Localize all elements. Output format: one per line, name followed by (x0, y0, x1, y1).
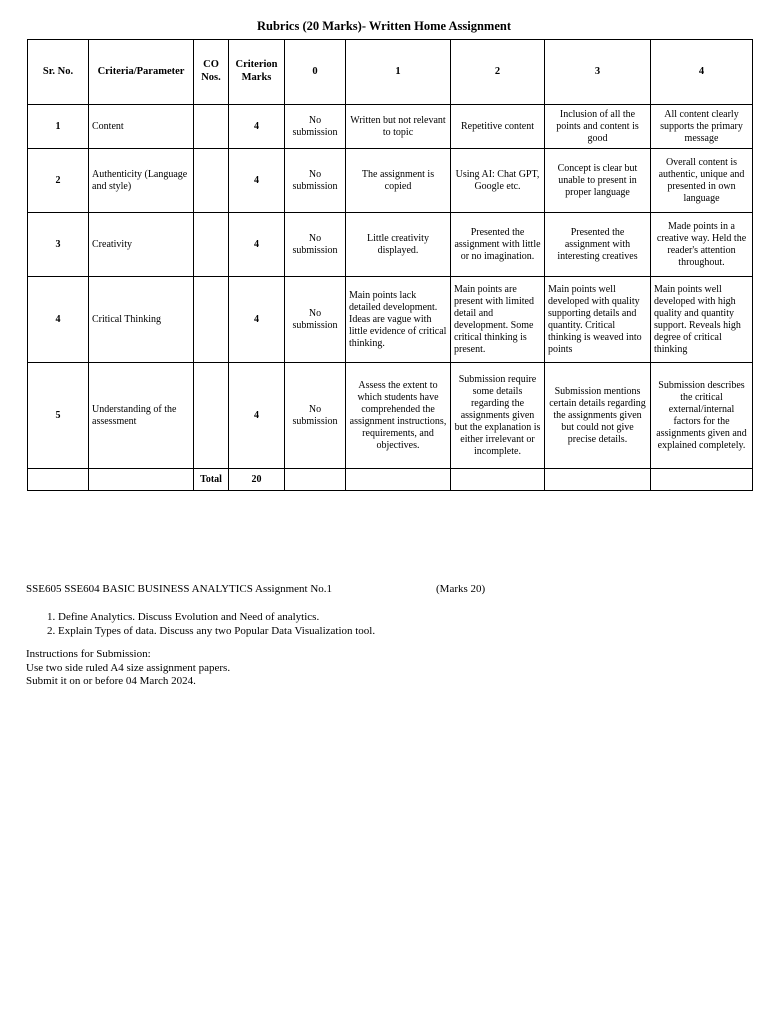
co-cell (194, 149, 229, 213)
score-3-cell: Concept is clear but unable to present in proper language (545, 149, 651, 213)
score-0-cell: No submission (285, 149, 346, 213)
empty-cell (545, 469, 651, 491)
sr-no-cell: 1 (28, 105, 89, 149)
assignment-section (26, 583, 746, 689)
empty-cell (285, 469, 346, 491)
score-1-cell: Little creativity displayed. (346, 213, 451, 277)
score-0-cell: No submission (285, 363, 346, 469)
header-score-0: 0 (285, 40, 346, 105)
score-0-cell: No submission (285, 105, 346, 149)
table-row (28, 149, 753, 213)
total-row (28, 469, 753, 491)
criteria-cell: Understanding of the assessment (89, 363, 194, 469)
criteria-cell: Creativity (89, 213, 194, 277)
sr-no-cell: 5 (28, 363, 89, 469)
table-row (28, 277, 753, 363)
criteria-cell: Content (89, 105, 194, 149)
header-score-3: 3 (545, 40, 651, 105)
header-sr-no: Sr. No. (28, 40, 89, 105)
empty-cell (651, 469, 753, 491)
table-row (28, 363, 753, 469)
score-2-cell: Presented the assignment with little or no imagination. (451, 213, 545, 277)
assignment-heading: SSE605 SSE604 BASIC BUSINESS ANALYTICS Assignment No.1 (26, 583, 333, 595)
co-cell (194, 213, 229, 277)
co-cell (194, 105, 229, 149)
page-title: Rubrics (20 Marks)- Written Home Assignment (256, 19, 512, 33)
header-score-1: 1 (346, 40, 451, 105)
instruction-line: Use two side ruled A4 size assignment papers. (26, 661, 231, 674)
rubric-table (27, 39, 753, 491)
marks-cell: 4 (229, 363, 285, 469)
marks-cell: 4 (229, 105, 285, 149)
score-2-cell: Repetitive content (451, 105, 545, 149)
score-2-cell: Submission require some details regarding the assignments given but the explanation is either irrelevant or incomplete. (451, 363, 545, 469)
score-4-cell: All content clearly supports the primary message (651, 105, 753, 149)
score-0-cell: No submission (285, 277, 346, 363)
marks-cell: 4 (229, 213, 285, 277)
marks-cell: 4 (229, 149, 285, 213)
score-1-cell: Main points lack detailed development. Ideas are vague with little evidence of critical thinking. (346, 277, 451, 363)
score-1-cell: Written but not relevant to topic (346, 105, 451, 149)
header-co-nos: CO Nos. (194, 40, 229, 105)
empty-cell (89, 469, 194, 491)
header-criterion-marks: Criterion Marks (229, 40, 285, 105)
score-3-cell: Presented the assignment with interesting creatives (545, 213, 651, 277)
total-value: 20 (229, 469, 285, 491)
co-cell (194, 363, 229, 469)
score-4-cell: Submission describes the critical external/internal factors for the assignments given and explained completely. (651, 363, 753, 469)
score-2-cell: Using AI: Chat GPT, Google etc. (451, 149, 545, 213)
empty-cell (28, 469, 89, 491)
score-4-cell: Made points in a creative way. Held the reader's attention throughout. (651, 213, 753, 277)
assignment-marks: (Marks 20) (436, 583, 486, 595)
header-criteria: Criteria/Parameter (89, 40, 194, 105)
sr-no-cell: 4 (28, 277, 89, 363)
score-4-cell: Overall content is authentic, unique and presented in own language (651, 149, 753, 213)
score-3-cell: Submission mentions certain details regarding the assignments given but could not give precise details. (545, 363, 651, 469)
criteria-cell: Authenticity (Language and style) (89, 149, 194, 213)
header-row (28, 40, 753, 105)
question-list (26, 611, 746, 638)
empty-cell (451, 469, 545, 491)
total-label: Total (194, 469, 229, 491)
table-row (28, 213, 753, 277)
empty-cell (346, 469, 451, 491)
sr-no-cell: 3 (28, 213, 89, 277)
marks-cell: 4 (229, 277, 285, 363)
score-2-cell: Main points are present with limited detail and development. Some critical thinking is present. (451, 277, 545, 363)
score-3-cell: Inclusion of all the points and content is good (545, 105, 651, 149)
score-3-cell: Main points well developed with quality supporting details and quantity. Critical thinking is weaved into points (545, 277, 651, 363)
question-item: 1. Define Analytics. Discuss Evolution and Need of analytics. (58, 611, 746, 625)
question-item: 2. Explain Types of data. Discuss any two Popular Data Visualization tool. (58, 625, 746, 639)
header-score-4: 4 (651, 40, 753, 105)
score-4-cell: Main points well developed with high quality and quantity support. Reveals high degree of critical thinking (651, 277, 753, 363)
sr-no-cell: 2 (28, 149, 89, 213)
table-row (28, 105, 753, 149)
assignment-header (26, 583, 746, 597)
instructions-heading: Instructions for Submission: (26, 648, 151, 661)
criteria-cell: Critical Thinking (89, 277, 194, 363)
instruction-line: Submit it on or before 04 March 2024. (26, 675, 196, 688)
header-score-2: 2 (451, 40, 545, 105)
co-cell (194, 277, 229, 363)
score-1-cell: Assess the extent to which students have comprehended the assignment instructions, requirements, and objectives. (346, 363, 451, 469)
score-1-cell: The assignment is copied (346, 149, 451, 213)
score-0-cell: No submission (285, 213, 346, 277)
